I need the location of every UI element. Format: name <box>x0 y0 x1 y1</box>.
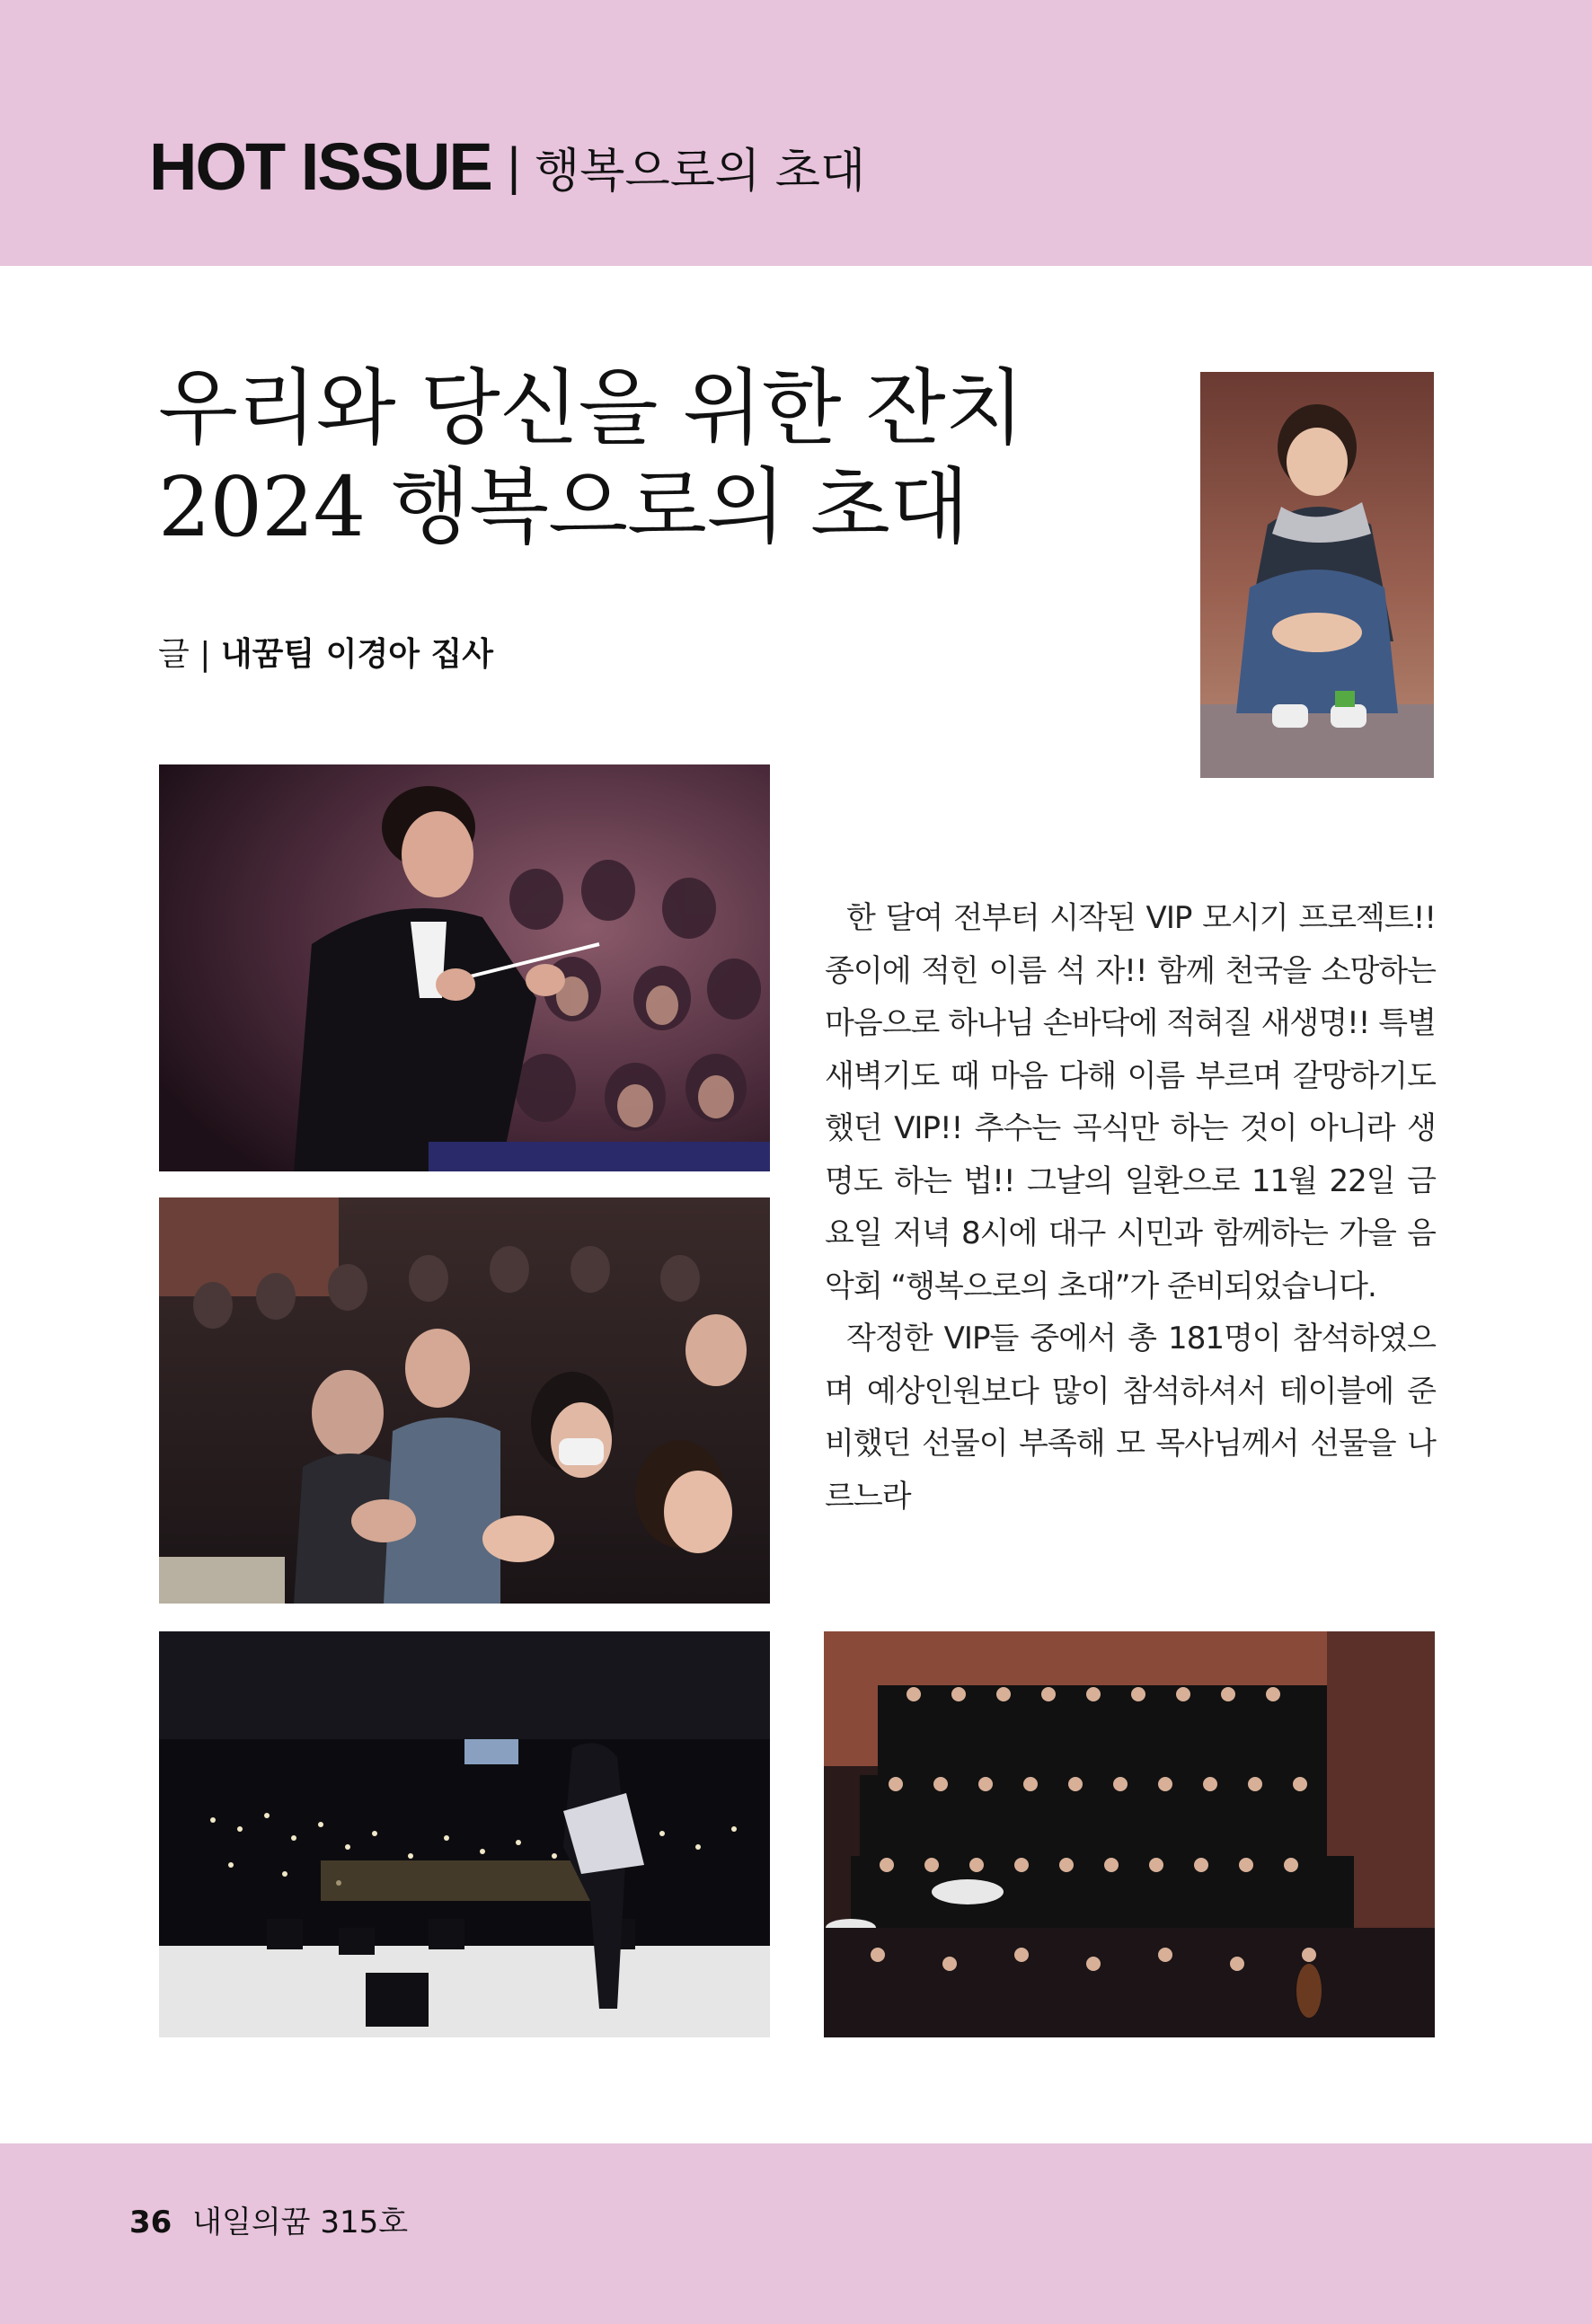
section-header <box>149 126 865 207</box>
title-line-2: 2024 행복으로의 초대 <box>158 459 968 555</box>
title-line-1: 우리와 당신을 위한 잔치 <box>158 360 1024 456</box>
conductor-photo <box>159 764 770 1171</box>
author-portrait-photo <box>1200 372 1434 778</box>
paragraph-2: 작정한 VIP들 중에서 총 181명이 참석하였으며 예상인원보다 많이 참석하셔서 테이블에 준비했던 선물이 부족해 모 목사님께서 선물을 나르느라 <box>825 1321 1436 1515</box>
stage-lights-photo <box>159 1631 770 2037</box>
choir-orchestra-photo <box>824 1631 1435 2037</box>
header-separator: | <box>505 137 523 195</box>
audience-applause-photo <box>159 1197 770 1604</box>
section-subtitle: 행복으로의 초대 <box>535 144 866 199</box>
publication-name: 내일의꿈 315호 <box>192 2205 409 2240</box>
byline-author: 내꿈팀 이경아 집사 <box>220 636 494 673</box>
article-body <box>825 892 1436 1523</box>
article-title <box>158 359 1024 557</box>
byline <box>158 629 493 675</box>
paragraph-1: 한 달여 전부터 시작된 VIP 모시기 프로젝트!! 종이에 적힌 이름 석 자!! 함께 천국을 소망하는 마음으로 하나님 손바닥에 적혀질 새생명!! 특별새벽기도 때 마음 다해 이름 부르며 갈망하기도 했던 VIP!! 추수는 곡식만 하는 것이 아니라 생명도 하는 법!! 그날의 일환으로 11월 22일 금요일 저녁 8시에 대구 시민과 함께하는 가을 음악회 “행복으로의 초대”가 준비되었습니다. <box>825 900 1436 1304</box>
page-footer <box>129 2197 408 2241</box>
section-label: HOT ISSUE <box>149 128 491 204</box>
page-number: 36 <box>129 2205 172 2240</box>
byline-prefix: 글 | <box>158 636 211 673</box>
